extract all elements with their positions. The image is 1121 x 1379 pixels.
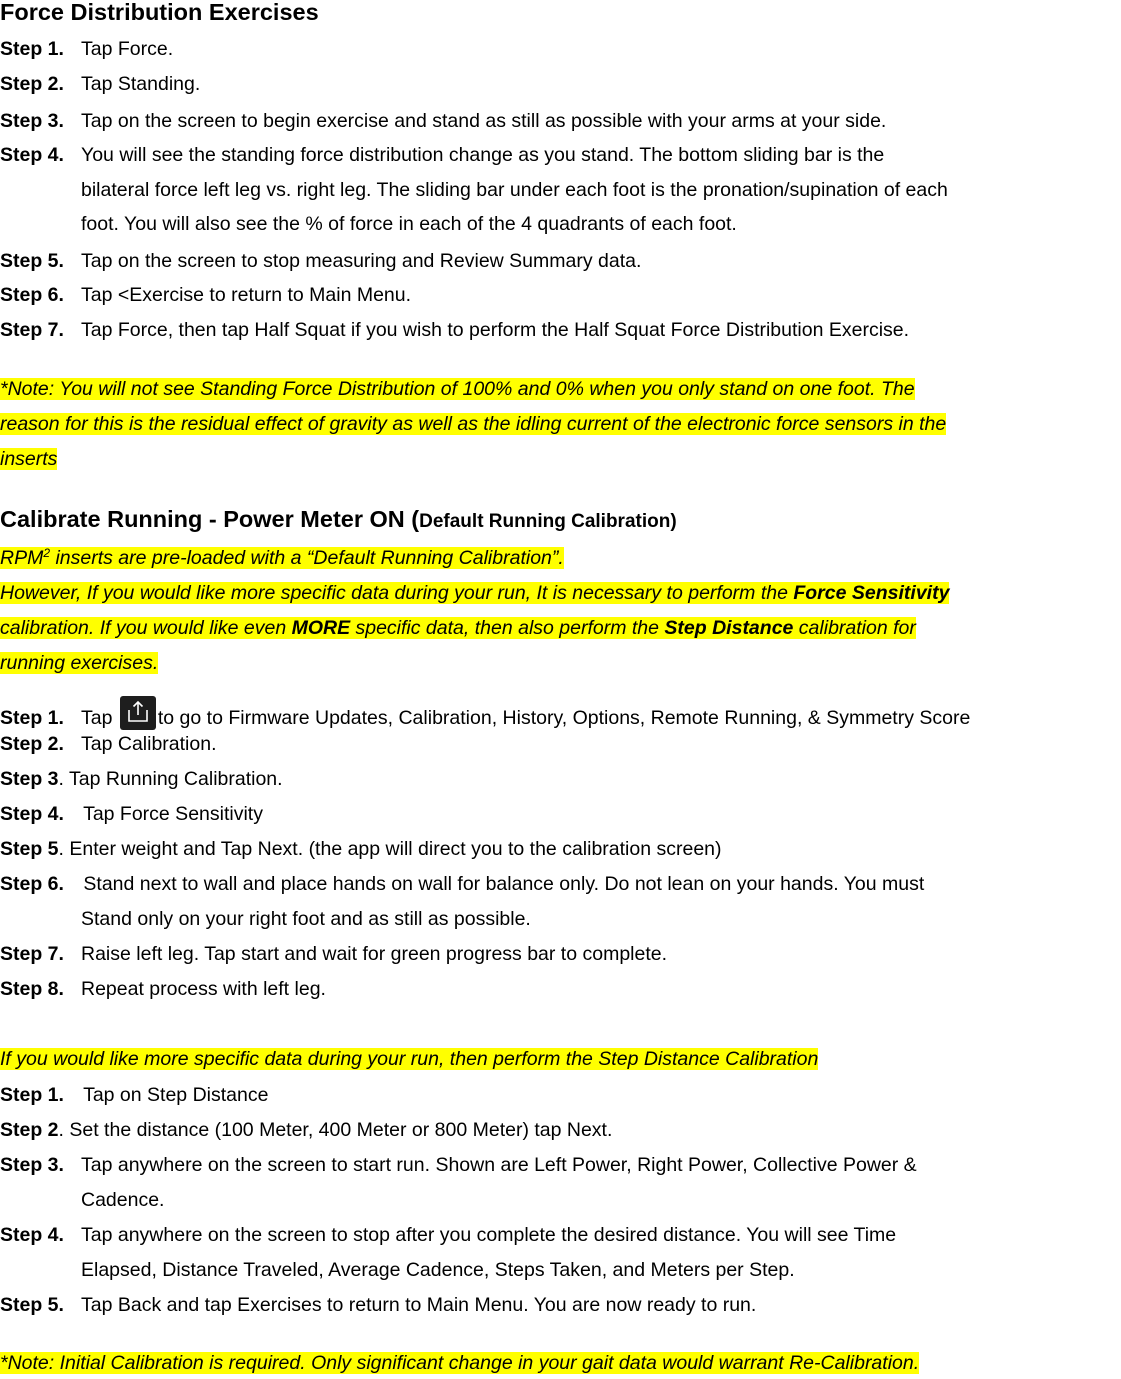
step-label: Step 5.	[0, 250, 64, 272]
title-main: Calibrate Running - Power Meter ON (	[0, 506, 420, 532]
step-row	[0, 248, 641, 274]
section-title-calibrate-running	[0, 506, 677, 535]
note-text: inserts	[0, 448, 58, 470]
step-row	[0, 36, 173, 62]
step-row	[0, 766, 283, 792]
note-text: *Note: You will not see Standing Force Distribution of 100% and 0% when you only stand on one foot. The	[0, 378, 915, 400]
intro-line	[0, 650, 158, 676]
step-row	[0, 317, 909, 343]
step-row	[0, 1117, 612, 1143]
step-row	[0, 1152, 917, 1178]
intro-rest: inserts are pre-loaded with a “Default Running Calibration”.	[50, 547, 564, 569]
step-row	[0, 108, 886, 134]
step-label: Step 2.	[0, 73, 64, 95]
intro-text: If you would like more specific data during your run, then perform the Step Distance Calibration	[0, 1048, 819, 1070]
step-text-pre: Tap	[81, 707, 113, 729]
step-text: Tap Calibration.	[81, 733, 217, 755]
step-label: Step 6.	[0, 284, 64, 306]
note-text: *Note: Initial Calibration is required. Only significant change in your gait data would warrant Re-Calibration.	[0, 1352, 920, 1374]
intro-line	[0, 580, 949, 606]
intro-part: calibration for	[793, 617, 916, 639]
step-label: Step 5	[0, 838, 59, 860]
step-text: Tap anywhere on the screen to start run. Shown are Left Power, Right Power, Collective Power &	[81, 1154, 917, 1176]
step-text: Tap on Step Distance	[78, 1084, 269, 1106]
intro-part: However, If you would like more specific data during your run, It is necessary to perform the	[0, 582, 794, 604]
step-label: Step 7.	[0, 943, 64, 965]
step-label: Step 3.	[0, 110, 64, 132]
step-row	[0, 282, 411, 308]
step-label: Step 1.	[0, 1084, 64, 1106]
step-label: Step 2.	[0, 733, 64, 755]
step-label: Step 4.	[0, 1224, 64, 1246]
intro-line	[0, 615, 916, 641]
step-row	[0, 836, 722, 862]
section-title-force-distribution: Force Distribution Exercises	[0, 0, 319, 25]
step-label: Step 5.	[0, 1294, 64, 1316]
rpm-text: RPM	[0, 547, 44, 569]
step-continuation: Elapsed, Distance Traveled, Average Cadence, Steps Taken, and Meters per Step.	[81, 1259, 795, 1281]
step-label: Step 8.	[0, 978, 64, 1000]
step-text: Stand next to wall and place hands on wall for balance only. Do not lean on your hands. You must	[78, 873, 925, 895]
step-continuation: Cadence.	[81, 1189, 165, 1211]
note-line	[0, 376, 915, 402]
rpm-superscript: 2	[43, 546, 51, 560]
step-label: Step 3	[0, 768, 59, 790]
share-icon	[120, 696, 156, 730]
step-continuation: foot. You will also see the % of force in each of the 4 quadrants of each foot.	[81, 213, 737, 235]
step-text: . Enter weight and Tap Next. (the app will direct you to the calibration screen)	[58, 838, 722, 860]
intro-text	[0, 617, 916, 639]
note-line	[0, 446, 57, 472]
step-row	[0, 1082, 268, 1108]
step-row	[0, 976, 326, 1002]
step-text: Tap on the screen to stop measuring and Review Summary data.	[81, 250, 642, 272]
step-text: Tap on the screen to begin exercise and stand as still as possible with your arms at your side.	[81, 110, 887, 132]
step-row	[0, 1222, 896, 1248]
note-line	[0, 1350, 919, 1376]
intro-text	[0, 547, 564, 569]
step-row	[0, 941, 667, 967]
step-row	[0, 142, 884, 168]
step-row	[0, 731, 217, 757]
step-row	[0, 696, 970, 731]
intro-line	[0, 545, 564, 571]
intro-text: running exercises.	[0, 652, 159, 674]
step-continuation: bilateral force left leg vs. right leg. The sliding bar under each foot is the pronation/supination of each	[81, 179, 948, 201]
step-text: Tap Force Sensitivity	[78, 803, 263, 825]
step-row	[0, 871, 924, 897]
step-row	[0, 71, 200, 97]
note-line	[0, 411, 946, 437]
step-text: Tap anywhere on the screen to stop after you complete the desired distance. You will see Time	[81, 1224, 897, 1246]
step-text: . Set the distance (100 Meter, 400 Meter or 800 Meter) tap Next.	[58, 1119, 613, 1141]
step-text: Repeat process with left leg.	[81, 978, 326, 1000]
step-text: You will see the standing force distribution change as you stand. The bottom sliding bar is the	[81, 144, 885, 166]
step-label: Step 4.	[0, 803, 64, 825]
step-row	[0, 801, 263, 827]
intro-part: specific data, then also perform the	[350, 617, 665, 639]
step-text: Raise left leg. Tap start and wait for green progress bar to complete.	[81, 943, 668, 965]
step-row	[0, 1292, 756, 1318]
intro-bold: Force Sensitivity	[793, 582, 950, 604]
step-text-post: to go to Firmware Updates, Calibration, History, Options, Remote Running, & Symmetry Score	[157, 707, 971, 729]
step-text: Tap <Exercise to return to Main Menu.	[81, 284, 412, 306]
title-sub: Default Running Calibration)	[419, 511, 677, 532]
intro-line	[0, 1046, 818, 1072]
step-text: Tap Standing.	[81, 73, 201, 95]
step-text: Tap Back and tap Exercises to return to Main Menu. You are now ready to run.	[81, 1294, 757, 1316]
step-label: Step 4.	[0, 144, 64, 166]
step-text: Tap Force, then tap Half Squat if you wish to perform the Half Squat Force Distribution Exercise.	[81, 319, 910, 341]
step-label: Step 3.	[0, 1154, 64, 1176]
intro-text	[0, 582, 949, 604]
intro-bold: MORE	[291, 617, 351, 639]
step-text: Tap Force.	[81, 38, 174, 60]
note-text: reason for this is the residual effect of gravity as well as the idling current of the electronic force sensors in the	[0, 413, 947, 435]
intro-bold: Step Distance	[664, 617, 794, 639]
step-label: Step 2	[0, 1119, 59, 1141]
step-label: Step 1.	[0, 38, 64, 60]
step-label: Step 6.	[0, 873, 64, 895]
step-text: . Tap Running Calibration.	[58, 768, 283, 790]
step-label: Step 1.	[0, 707, 64, 729]
step-continuation: Stand only on your right foot and as still as possible.	[81, 908, 531, 930]
step-label: Step 7.	[0, 319, 64, 341]
intro-part: calibration. If you would like even	[0, 617, 292, 639]
